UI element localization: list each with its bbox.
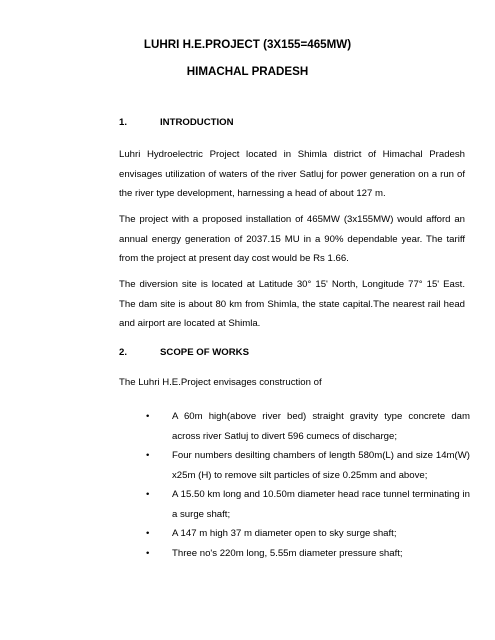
bullet-icon: • <box>146 411 150 422</box>
paragraph-scope-intro: The Luhri H.E.Project envisages construction of <box>119 377 322 388</box>
list-item-text: Three no's 220m long, 5.55m diameter pressure shaft; <box>172 547 403 559</box>
bullet-icon: • <box>146 450 150 461</box>
list-item-text: A 60m high(above river bed) straight gravity type concrete dam across river Satluj to divert 596 cumecs of discharge; <box>172 411 470 442</box>
section-number: 1. <box>119 117 128 128</box>
paragraph-introduction-1: Luhri Hydroelectric Project located in Shimla district of Himachal Pradesh envisages utilization of waters of the river Satluj for power generation on a run of the river type development, harnessing a head of about 127 m. <box>119 149 465 199</box>
section-title: SCOPE OF WORKS <box>160 347 250 358</box>
scope-bullet-list <box>146 407 470 563</box>
paragraph-introduction-3: The diversion site is located at Latitude 30° 15' North, Longitude 77° 15' East. The dam site is about 80 km from Shimla, the state capital.The nearest rail head and airport are located at Shimla. <box>119 279 465 329</box>
list-item-text: A 15.50 km long and 10.50m diameter head race tunnel terminating in a surge shaft; <box>172 489 470 520</box>
list-item <box>146 407 470 446</box>
list-item <box>146 485 470 524</box>
list-item <box>146 544 470 564</box>
section-title: INTRODUCTION <box>160 117 234 128</box>
list-item <box>146 446 470 485</box>
bullet-icon: • <box>146 489 150 500</box>
bullet-icon: • <box>146 528 150 539</box>
bullet-icon: • <box>146 547 150 559</box>
document-subtitle: HIMACHAL PRADESH <box>186 65 309 78</box>
section-number: 2. <box>119 347 128 358</box>
list-item <box>146 524 470 544</box>
document-title: LUHRI H.E.PROJECT (3X155=465MW) <box>143 38 352 51</box>
list-item-text: Four numbers desilting chambers of length 580m(L) and size 14m(W) x25m (H) to remove silt particles of size 0.25mm and above; <box>172 450 470 481</box>
paragraph-introduction-2: The project with a proposed installation of 465MW (3x155MW) would afford an annual energy generation of 2037.15 MU in a 90% dependable year. The tariff from the project at present day cost would be Rs 1.66. <box>119 214 465 264</box>
list-item-text: A 147 m high 37 m diameter open to sky surge shaft; <box>172 528 397 539</box>
